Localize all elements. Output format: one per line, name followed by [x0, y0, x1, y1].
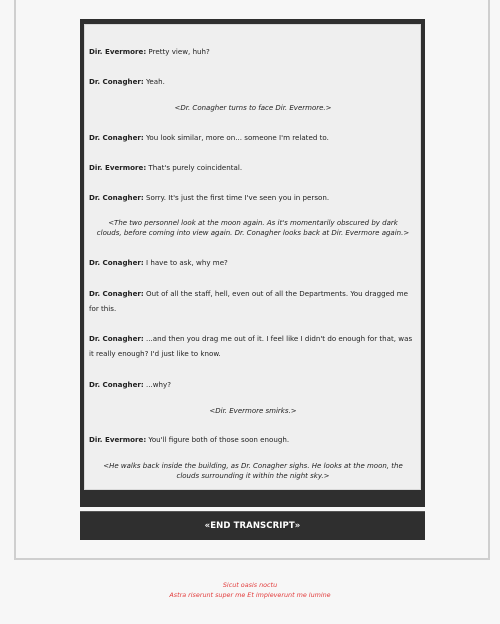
- speaker-name: Dr. Conagher:: [89, 258, 144, 267]
- transcript-box: [80, 19, 425, 507]
- transcript-line: [89, 45, 417, 60]
- transcript-line: [89, 131, 417, 146]
- dialogue-text: You look similar, more on... someone I'm related to.: [143, 133, 329, 142]
- transcript-line: [89, 191, 417, 206]
- dialogue-text: Sorry. It's just the first time I've seen you in person.: [143, 193, 330, 202]
- transcript-line: [89, 433, 417, 448]
- speaker-name: Dr. Conagher:: [89, 133, 144, 142]
- speaker-name: Dr. Conagher:: [89, 380, 144, 389]
- stage-direction: <He walks back inside the building, as Dr. Conagher sighs. He looks at the moon, the clouds surrounding it within the night sky.>: [103, 462, 403, 480]
- footer-line-1: Sicut oasis noctu: [222, 581, 278, 589]
- dialogue-text: That's purely coincidental.: [146, 163, 243, 172]
- transcript-line: [89, 75, 417, 90]
- transcript-line: [89, 287, 417, 316]
- transcript-line: [89, 161, 417, 176]
- speaker-name: Dir. Evermore:: [89, 163, 147, 172]
- speaker-name: Dr. Conagher:: [89, 289, 144, 298]
- transcript-body: [84, 24, 421, 490]
- footer-quote: [0, 580, 500, 600]
- end-transcript-banner: «END TRANSCRIPT»: [80, 511, 425, 540]
- dialogue-text: I have to ask, why me?: [143, 258, 228, 267]
- dialogue-text: Pretty view, huh?: [146, 47, 210, 56]
- stage-direction: <Dir. Evermore smirks.>: [209, 407, 297, 415]
- speaker-name: Dr. Conagher:: [89, 193, 144, 202]
- speaker-name: Dr. Conagher:: [89, 77, 144, 86]
- transcript-line: [89, 332, 417, 361]
- stage-direction: <The two personnel look at the moon again. As it's momentarily obscured by dark clouds, before coming into view again. Dr. Conagher looks back at Dir. Evermore again.>: [96, 219, 410, 237]
- transcript-line: [89, 256, 417, 271]
- dialogue-text: ...why?: [143, 380, 172, 389]
- speaker-name: Dr. Conagher:: [89, 334, 144, 343]
- footer-line-2: Astra riserunt super me Et impleverunt me lumine: [169, 591, 331, 599]
- stage-direction: <Dr. Conagher turns to face Dir. Evermore.>: [174, 104, 332, 112]
- dialogue-text: You'll figure both of those soon enough.: [146, 435, 290, 444]
- speaker-name: Dir. Evermore:: [89, 435, 147, 444]
- dialogue-text: Yeah.: [143, 77, 165, 86]
- transcript-line: [89, 378, 417, 393]
- dialogue-text: ...and then you drag me out of it. I feel like I didn't do enough for that, was it really enough? I'd just like to know.: [89, 334, 413, 358]
- dialogue-text: Out of all the staff, hell, even out of all the Departments. You dragged me for this.: [89, 289, 409, 313]
- speaker-name: Dir. Evermore:: [89, 47, 147, 56]
